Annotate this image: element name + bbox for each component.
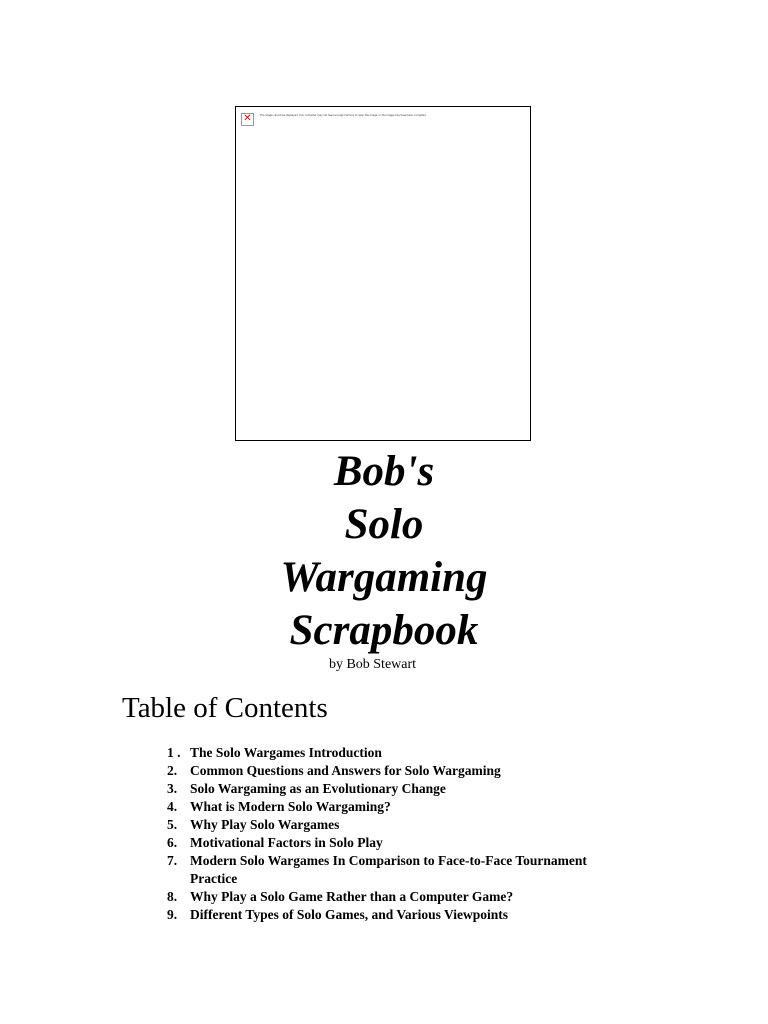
broken-image-icon: ✕ xyxy=(241,113,254,126)
toc-item-6[interactable] xyxy=(155,834,595,852)
toc-item-text: Common Questions and Answers for Solo Wargaming xyxy=(190,763,501,778)
toc-heading: Table of Contents xyxy=(122,692,328,724)
toc-item-text: Different Types of Solo Games, and Various Viewpoints xyxy=(190,907,509,922)
toc-item-number: 9. xyxy=(167,907,178,922)
toc-item-text: Motivational Factors in Solo Play xyxy=(190,835,383,850)
broken-image-caption: The image cannot be displayed. Your computer may not have enough memory to open the image, or the image may have been corrupted. xyxy=(260,114,427,117)
toc-item-text: The Solo Wargames Introduction xyxy=(190,745,382,760)
title-line-1: Bob's xyxy=(333,448,435,495)
toc-item-number: 6. xyxy=(167,835,178,850)
toc-item-text: What is Modern Solo Wargaming? xyxy=(190,799,391,814)
toc-item-3[interactable] xyxy=(155,780,595,798)
toc-item-number: 8. xyxy=(167,889,178,904)
toc-item-number: 2. xyxy=(167,763,178,778)
toc-item-5[interactable] xyxy=(155,816,595,834)
toc-item-1[interactable] xyxy=(155,744,595,762)
toc-item-2[interactable] xyxy=(155,762,595,780)
toc-item-number: 1 . xyxy=(167,745,181,760)
toc-item-4[interactable] xyxy=(155,798,595,816)
toc-item-number: 4. xyxy=(167,799,178,814)
broken-image-placeholder xyxy=(235,106,531,441)
toc-item-number: 5. xyxy=(167,817,178,832)
title-line-3: Wargaming xyxy=(280,554,488,601)
toc-item-text: Why Play Solo Wargames xyxy=(190,817,340,832)
toc-list xyxy=(155,744,595,924)
toc-item-text: Solo Wargaming as an Evolutionary Change xyxy=(190,781,446,796)
toc-item-text: Why Play a Solo Game Rather than a Computer Game? xyxy=(190,889,514,904)
toc-item-number: 7. xyxy=(167,853,178,868)
toc-item-text: Modern Solo Wargames In Comparison to Face-to-Face Tournament Practice xyxy=(190,853,587,886)
title-line-2: Solo xyxy=(344,501,424,548)
toc-item-number: 3. xyxy=(167,781,178,796)
document-title xyxy=(0,445,768,657)
toc-item-8[interactable] xyxy=(155,888,595,906)
toc-item-9[interactable] xyxy=(155,906,595,924)
title-line-4: Scrapbook xyxy=(289,607,479,654)
author-byline: by Bob Stewart xyxy=(328,657,417,672)
toc-item-7[interactable] xyxy=(155,852,595,888)
